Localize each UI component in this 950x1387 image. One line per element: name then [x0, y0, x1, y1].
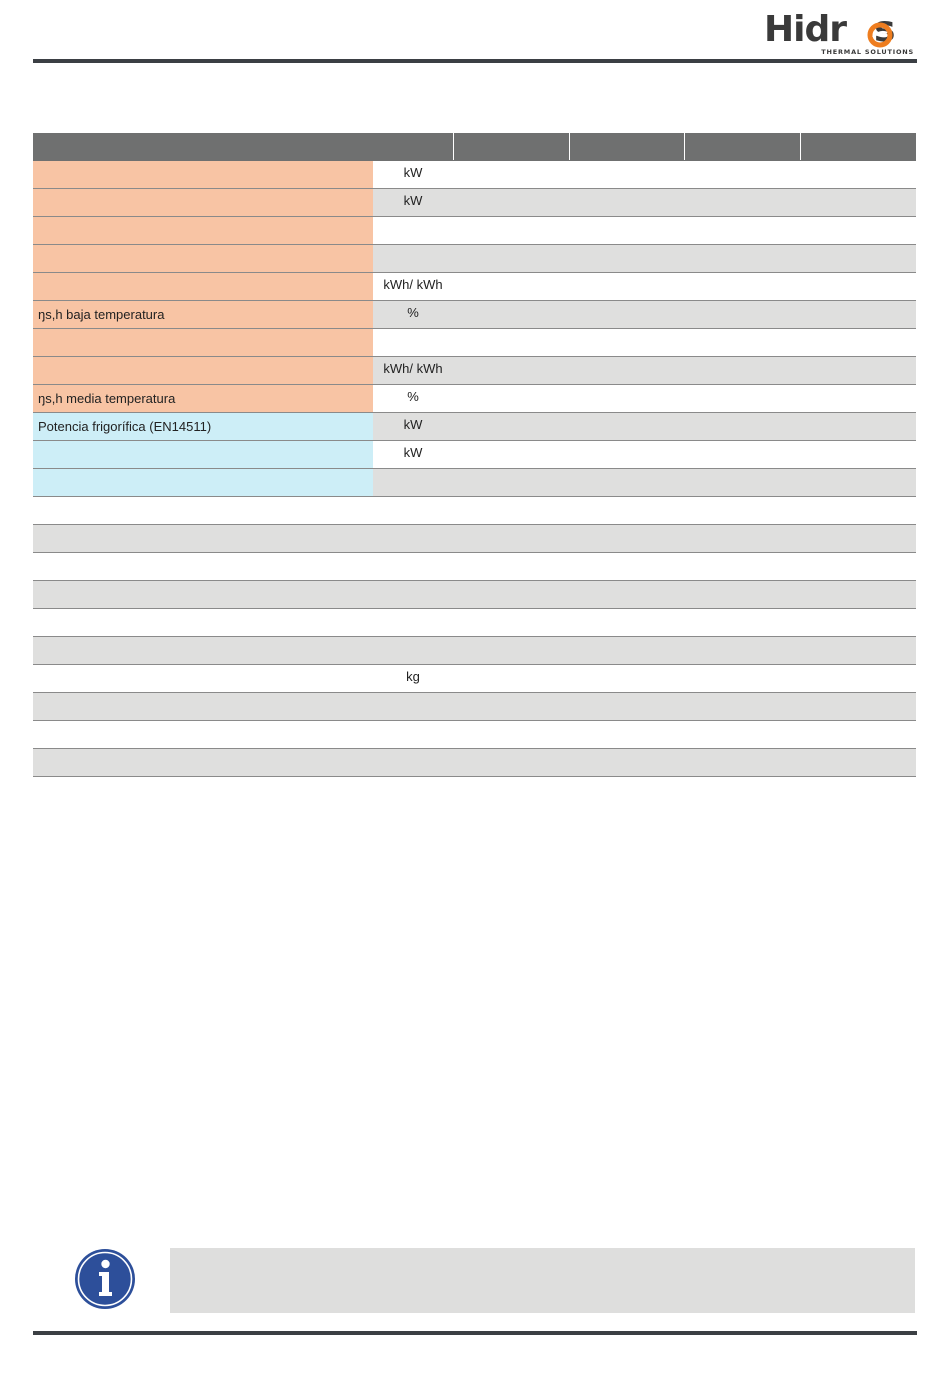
- row-values: [453, 301, 916, 328]
- row-unit: [373, 329, 453, 356]
- table-row: [33, 693, 916, 721]
- row-unit: kWh/ kWh: [383, 361, 443, 376]
- table-row: [33, 581, 916, 609]
- row-label: [33, 161, 373, 188]
- row-label: ŋs,h media temperatura: [33, 385, 373, 412]
- row-values: [453, 273, 916, 300]
- row-values: [453, 525, 916, 552]
- row-label: [33, 721, 373, 748]
- row-unit: kW: [403, 417, 423, 432]
- row-values: [453, 161, 916, 188]
- row-values: [453, 245, 916, 272]
- header-cell: [800, 133, 916, 160]
- note-box: [170, 1248, 915, 1313]
- table-row: [33, 441, 916, 469]
- row-label: [33, 581, 373, 608]
- info-icon: [74, 1248, 136, 1310]
- table-row: [33, 329, 916, 357]
- row-unit: [373, 497, 453, 524]
- table-row: [33, 749, 916, 777]
- row-label: [33, 637, 373, 664]
- row-label: [33, 441, 373, 468]
- row-label: [33, 497, 373, 524]
- row-label: [33, 749, 373, 776]
- row-unit: %: [407, 305, 419, 320]
- row-unit: [373, 693, 453, 720]
- table-row: [33, 357, 916, 385]
- header-cell: [453, 133, 569, 160]
- brand-name: Hidr s: [764, 9, 895, 50]
- row-values: [453, 609, 916, 636]
- row-values: [453, 329, 916, 356]
- row-label: [33, 329, 373, 356]
- table-row: [33, 721, 916, 749]
- row-unit: [373, 721, 453, 748]
- table-row: [33, 301, 916, 329]
- row-label: [33, 217, 373, 244]
- row-values: [453, 357, 916, 384]
- row-unit: kWh/ kWh: [383, 277, 443, 292]
- row-values: [453, 693, 916, 720]
- row-unit: [373, 749, 453, 776]
- table-row: [33, 189, 916, 217]
- row-values: [453, 413, 916, 440]
- table-row: [33, 217, 916, 245]
- table-row: [33, 245, 916, 273]
- row-values: [453, 665, 916, 692]
- table-row: [33, 665, 916, 693]
- table-row: [33, 161, 916, 189]
- row-unit: %: [407, 389, 419, 404]
- row-unit: kW: [403, 445, 423, 460]
- row-values: [453, 581, 916, 608]
- row-label: [33, 609, 373, 636]
- row-unit: [373, 581, 453, 608]
- brand-tagline: THERMAL SOLUTIONS: [821, 48, 914, 56]
- row-values: [453, 497, 916, 524]
- row-values: [453, 441, 916, 468]
- row-label: [33, 189, 373, 216]
- row-label: [33, 469, 373, 496]
- header-cell: [684, 133, 800, 160]
- header-cell: [33, 133, 453, 160]
- row-values: [453, 189, 916, 216]
- table-row: [33, 385, 916, 413]
- table-row: [33, 609, 916, 637]
- table-row: [33, 637, 916, 665]
- row-values: [453, 749, 916, 776]
- header-cell: [569, 133, 684, 160]
- row-label: [33, 273, 373, 300]
- row-unit: [373, 609, 453, 636]
- table-row: [33, 553, 916, 581]
- row-unit: [373, 553, 453, 580]
- row-values: [453, 553, 916, 580]
- row-values: [453, 385, 916, 412]
- brand-logo: [760, 8, 920, 58]
- row-label: [33, 245, 373, 272]
- row-label: [33, 693, 373, 720]
- row-unit: [373, 245, 453, 272]
- table-row: [33, 497, 916, 525]
- row-unit: kg: [406, 669, 420, 684]
- row-label: [33, 357, 373, 384]
- table-body: [33, 161, 916, 777]
- row-unit: kW: [403, 193, 423, 208]
- row-values: [453, 637, 916, 664]
- logo-ring-icon: [867, 22, 893, 48]
- row-label: [33, 553, 373, 580]
- row-unit: [373, 469, 453, 496]
- row-label: ŋs,h baja temperatura: [33, 301, 373, 328]
- table-row: [33, 469, 916, 497]
- table-row: [33, 413, 916, 441]
- row-unit: [373, 637, 453, 664]
- row-values: [453, 469, 916, 496]
- top-rule: [33, 59, 917, 63]
- row-unit: kW: [403, 165, 423, 180]
- row-values: [453, 217, 916, 244]
- row-label: [33, 665, 373, 692]
- table-header: [33, 133, 916, 161]
- spec-table: [33, 133, 916, 777]
- row-label: [33, 525, 373, 552]
- bottom-rule: [33, 1331, 917, 1335]
- row-values: [453, 721, 916, 748]
- row-label: Potencia frigorífica (EN14511): [33, 413, 373, 440]
- table-row: [33, 273, 916, 301]
- row-unit: [373, 525, 453, 552]
- row-unit: [373, 217, 453, 244]
- table-row: [33, 525, 916, 553]
